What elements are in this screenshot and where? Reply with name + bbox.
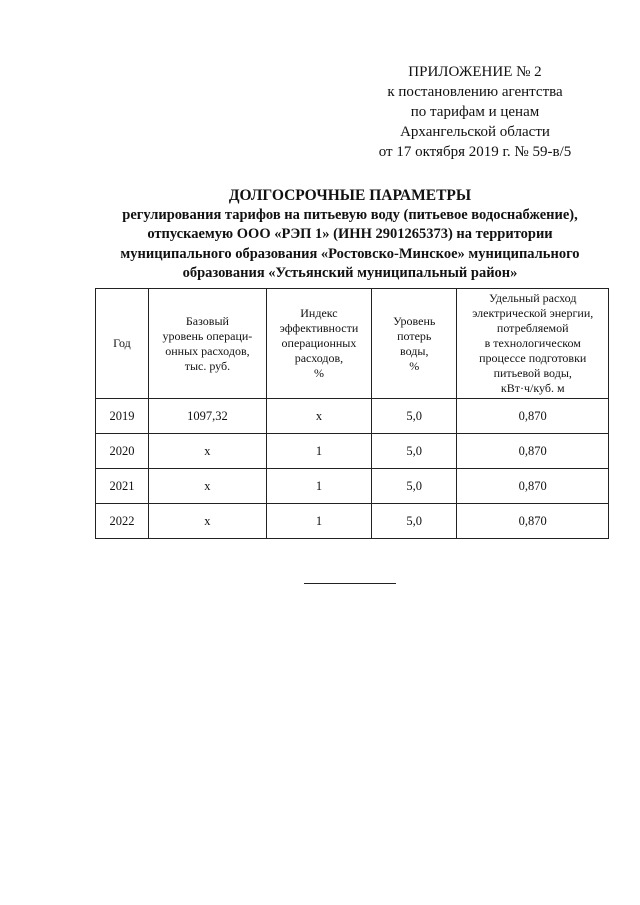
header-base-costs: Базовый уровень операци- онных расходов, тыс. руб. (148, 289, 266, 399)
cell-index: 1 (266, 504, 371, 539)
cell-loss: 5,0 (372, 469, 457, 504)
table-header-row (96, 289, 609, 399)
header-year: Год (96, 289, 149, 399)
table-row (96, 434, 609, 469)
document-title: ДОЛГОСРОЧНЫЕ ПАРАМЕТРЫ (228, 187, 472, 204)
document-subtitle-line: отпускаемую ООО «РЭП 1» (ИНН 2901265373) на территории (147, 226, 553, 242)
appendix-line: к постановлению агентства (387, 84, 563, 100)
header-water-loss: Уровень потерь воды, % (372, 289, 457, 399)
end-divider-line (304, 583, 396, 584)
table-row (96, 399, 609, 434)
cell-base: x (148, 469, 266, 504)
appendix-block (360, 62, 590, 162)
parameters-table (95, 288, 609, 539)
cell-index: 1 (266, 469, 371, 504)
appendix-title: ПРИЛОЖЕНИЕ № 2 (408, 64, 542, 80)
cell-index: 1 (266, 434, 371, 469)
header-efficiency-index: Индекс эффективности операционных расходов, % (266, 289, 371, 399)
cell-index: x (266, 399, 371, 434)
document-title-block (60, 186, 640, 284)
document-subtitle-line: муниципального образования «Ростовско-Минское» муниципального (120, 245, 580, 262)
cell-energy: 0,870 (457, 504, 609, 539)
document-subtitle-line: регулирования тарифов на питьевую воду (питьевое водоснабжение), (122, 206, 578, 223)
table-row (96, 504, 609, 539)
cell-year: 2022 (96, 504, 149, 539)
appendix-line: от 17 октября 2019 г. № 59-в/5 (378, 144, 572, 160)
table-row (96, 469, 609, 504)
appendix-line: Архангельской области (400, 124, 550, 140)
cell-energy: 0,870 (457, 469, 609, 504)
cell-base: x (148, 434, 266, 469)
header-energy-consumption: Удельный расход электрической энергии, потребляемой в технологическом процессе подготовки питьевой воды, кВт·ч/куб. м (457, 289, 609, 399)
cell-year: 2021 (96, 469, 149, 504)
cell-base: 1097,32 (148, 399, 266, 434)
cell-base: x (148, 504, 266, 539)
cell-year: 2019 (96, 399, 149, 434)
cell-energy: 0,870 (457, 434, 609, 469)
cell-loss: 5,0 (372, 399, 457, 434)
cell-energy: 0,870 (457, 399, 609, 434)
appendix-line: по тарифам и ценам (410, 104, 540, 120)
cell-loss: 5,0 (372, 434, 457, 469)
cell-loss: 5,0 (372, 504, 457, 539)
cell-year: 2020 (96, 434, 149, 469)
document-subtitle-line: образования «Устьянский муниципальный район» (182, 265, 518, 281)
